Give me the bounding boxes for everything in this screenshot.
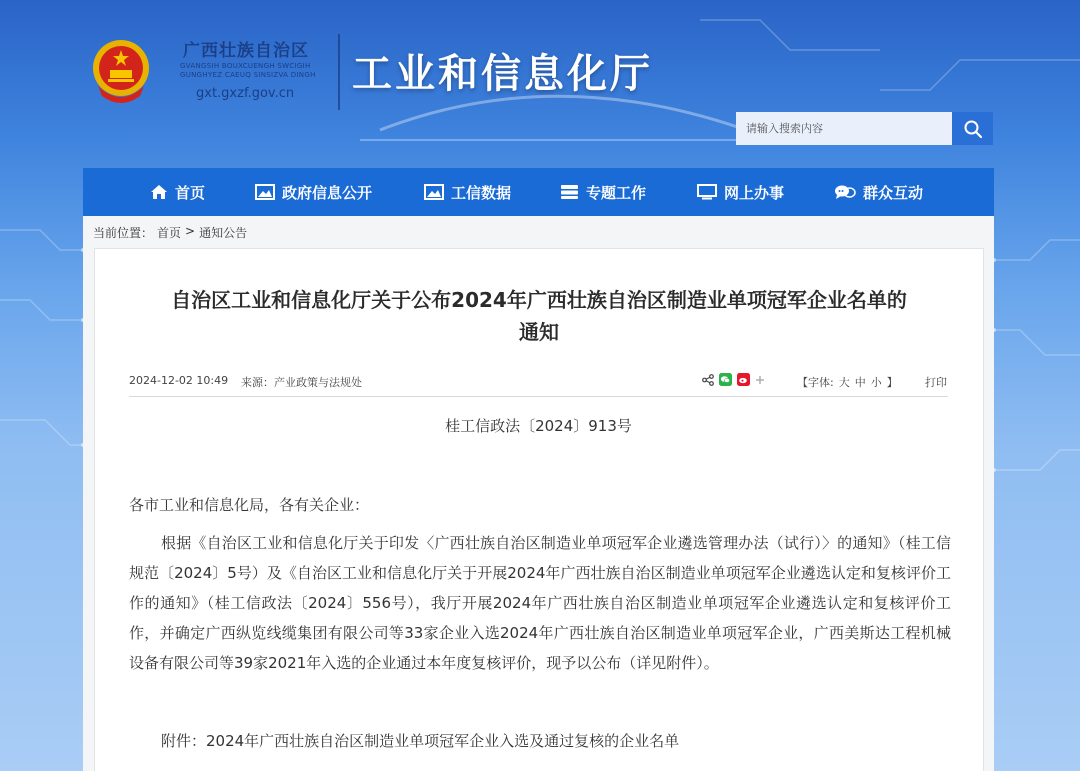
font-size-small[interactable]: 小 (870, 376, 882, 389)
site-url[interactable]: gxt.gxzf.gov.cn (196, 86, 295, 101)
header-divider (338, 34, 340, 110)
nav-label: 政府信息公开 (282, 183, 373, 202)
font-size-control (797, 374, 898, 390)
wechat-icon[interactable] (719, 373, 732, 386)
font-size-label-close: 】 (886, 376, 898, 389)
nav-label: 网上办事 (724, 183, 785, 202)
chat-icon (834, 184, 856, 200)
nav-item-interaction[interactable] (834, 168, 923, 216)
stack-icon (560, 184, 579, 200)
nav-label: 首页 (175, 183, 206, 202)
font-size-medium[interactable]: 中 (854, 376, 866, 389)
article-title-line1: 自治区工业和信息化厅关于公布2024年广西壮族自治区制造业单项冠军企业名单的 (171, 288, 907, 312)
search-icon (963, 119, 983, 139)
nav-label: 群众互动 (863, 183, 924, 202)
body-paragraph: 根据《自治区工业和信息化厅关于印发〈广西壮族自治区制造业单项冠军企业遴选管理办法（试行）〉的通知》（桂工信规范〔2024〕5号）及《自治区工业和信息化厅关于开展2024年广西壮族自治区制造业单项冠军企业遴选认定和复核评价工作的通知》（桂工信政法〔2024〕556号），我厅开展2024年广西壮族自治区制造业单项冠军企业遴选认定和复核评价工作，并确定广西纵览线缆集团有限公司等33家企业入选2024年广西壮族自治区制造业单项冠军企业，广西美斯达工程机械设备有限公司等39家2021年入选的企业通过本年度复核评价，现予以公布（详见附件）。 (129, 534, 951, 672)
article-title (110, 284, 968, 348)
picture-icon (255, 184, 275, 200)
breadcrumb-notices[interactable]: 通知公告 (199, 226, 248, 240)
breadcrumb-separator: > (185, 224, 196, 238)
department-title: 工业和信息化厅 (352, 50, 653, 97)
national-emblem-icon (88, 36, 154, 106)
breadcrumb-home[interactable]: 首页 (157, 226, 182, 240)
nav-item-home[interactable] (150, 168, 205, 216)
monitor-icon (697, 184, 717, 200)
publish-date: 2024-12-02 10:49 (129, 374, 229, 387)
font-size-large[interactable]: 大 (838, 376, 850, 389)
nav-item-online-services[interactable] (697, 168, 784, 216)
org-name: 广西壮族自治区 (183, 41, 309, 61)
nav-item-topics[interactable] (560, 168, 646, 216)
article-title-line2: 通知 (519, 320, 559, 344)
print-button[interactable]: 打印 (925, 376, 947, 389)
breadcrumb (93, 224, 247, 241)
salutation: 各市工业和信息化局，各有关企业： (129, 496, 370, 514)
weibo-icon[interactable] (737, 373, 750, 386)
font-size-label: 【字体: (797, 376, 834, 389)
org-name-zhuang-line1: GVANGSIH BOUXCUENGH SWCIGIH (180, 62, 311, 70)
nav-item-data[interactable] (424, 168, 511, 216)
picture-icon (424, 184, 444, 200)
main-nav (83, 168, 994, 216)
search-input[interactable] (736, 112, 952, 145)
document-number: 桂工信政法〔2024〕913号 (445, 417, 632, 435)
article-source: 来源：产业政策与法规处 (241, 376, 362, 389)
org-name-zhuang-line2: GUNGHYEZ CAEUQ SINSIZVA DINGH (180, 71, 316, 79)
meta-divider (129, 396, 948, 397)
breadcrumb-prefix: 当前位置： (93, 226, 154, 240)
home-icon (150, 184, 168, 200)
nav-label: 专题工作 (586, 183, 647, 202)
share-icon[interactable] (702, 374, 714, 386)
search-button[interactable] (952, 112, 993, 145)
article-meta (129, 372, 948, 392)
attachment-line[interactable]: 附件：2024年广西壮族自治区制造业单项冠军企业入选及通过复核的企业名单 (161, 732, 680, 750)
nav-item-gov-info[interactable] (255, 168, 372, 216)
share-bar (702, 373, 765, 386)
more-share-icon[interactable] (755, 375, 765, 385)
nav-label: 工信数据 (451, 183, 512, 202)
